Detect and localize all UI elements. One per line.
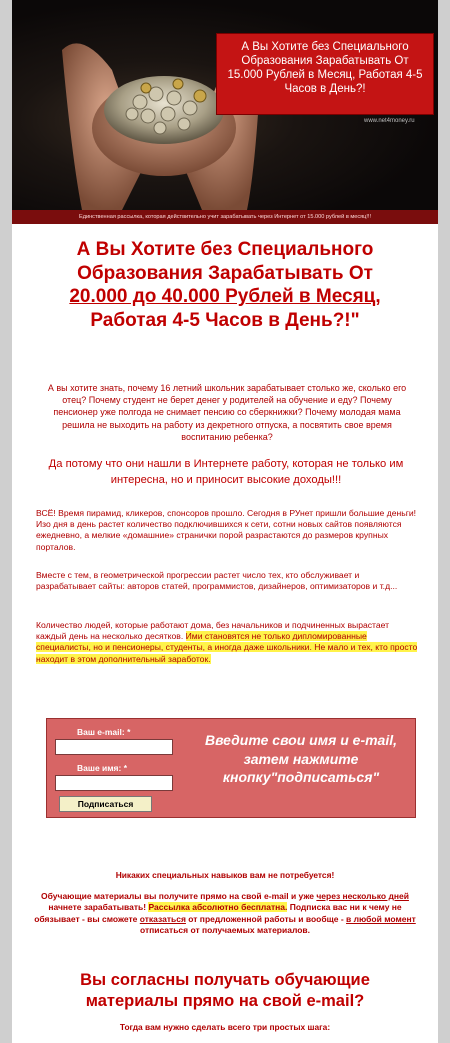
- materials-text-few-days: через несколько дней: [316, 891, 409, 901]
- materials-text-refuse: отказаться: [139, 913, 186, 924]
- main-headline: [12, 238, 438, 332]
- banner-site-url: www.net4money.ru: [364, 118, 415, 124]
- materials-text-5: отписаться от получаемых материалов.: [139, 925, 311, 936]
- headline-line-1: А Вы Хотите без Специального: [76, 239, 374, 260]
- banner-headline-box: А Вы Хотите без Специального Образования Зарабатывать От 15.000 Рублей в Месяц, Работая 4-5 Часов в День?!: [216, 33, 434, 115]
- three-steps-text: Тогда вам нужно сделать всего три простых шага:: [119, 1022, 331, 1032]
- paragraph-home-workers-text: Количество людей, которые работают дома, без начальников и подчиненных вырастает каждый день на несколько десятков.: [36, 620, 390, 642]
- agree-question-heading: [12, 970, 438, 1012]
- materials-text-1: Обучающие материалы вы получите прямо на свой e-mail и уже: [41, 891, 317, 901]
- email-label: Ваш e-mail: *: [77, 727, 131, 737]
- materials-text-3: Подписка вас ни к чему не обязывает - вы сможете: [34, 902, 402, 924]
- no-skills-notice: Никаких специальных навыков вам не потребуется!: [115, 870, 335, 880]
- question-line-2: материалы прямо на свой e-mail?: [85, 992, 365, 1010]
- header-banner: [12, 0, 438, 220]
- name-label: Ваше имя: *: [77, 763, 128, 773]
- question-line-1: Вы согласны получать обучающие: [80, 971, 370, 989]
- headline-line-4: Работая 4-5 Часов в День?!": [90, 309, 360, 331]
- paragraph-no-pyramids: ВСЁ! Время пирамид, кликеров, спонсоров прошло. Сегодня в РУнет пришли большие деньги! Изо дня в день растет количество подключившихся к сети, сотни новых сайтов появляются ежедневно, а мелкие «домашние» странички порой разрастаются до размеров крупных порталов.: [36, 508, 417, 552]
- headline-line-3: 20.000 до 40.000 Рублей в Месяц,: [69, 286, 381, 307]
- paragraph-home-workers: [36, 620, 420, 665]
- materials-text-2: начнете зарабатывать!: [48, 902, 149, 913]
- name-field[interactable]: [55, 775, 173, 791]
- materials-text-free: Рассылка абсолютно бесплатна.: [148, 902, 288, 913]
- banner-tagline-strip: Единственная рассылка, которая действительно учит зарабатывать через Интернет от 15.000 рублей в месяц!!!: [12, 210, 438, 224]
- answer-statement: Да потому что они нашли в Интернете работу, которая не только им интересна, но и приносит высокие доходы!!!: [48, 458, 404, 487]
- page: [12, 0, 438, 1043]
- headline-line-2: Образования Зарабатывать От: [77, 262, 373, 284]
- paragraph-growth: Вместе с тем, в геометрической прогрессии растет число тех, кто обслуживает и разрабатывает сайты: авторов статей, программистов, дизайнеров, оптимизаторов и т.д...: [36, 570, 398, 592]
- intro-questions: А вы хотите знать, почему 16 летний школьник зарабатывает столько же, сколько его отец? Почему студент не берет денег у родителей на обучение и еду? Почему пенсионер уже полгода не снимает пенсию со сберкнижки? Почему молодая мама решила не выходить на работу из декретного отпуска, а посвятить свое время воспитанию ребенка?: [47, 383, 407, 442]
- materials-paragraph: [32, 891, 418, 937]
- materials-text-any-moment: в любой момент: [346, 913, 416, 924]
- subscribe-button[interactable]: Подписаться: [59, 796, 152, 812]
- materials-text-4: от предложенной работы и вообще -: [185, 913, 347, 924]
- form-instructions: Введите свои имя и e-mail, затем нажмите кнопку"подписаться": [204, 732, 398, 785]
- highlighted-text: Ими становятся не только дипломированные специалисты, но и пенсионеры, студенты, а иногда даже школьники. Не мало и тех, кто просто находит в этом дополнительный заработок.: [36, 631, 418, 664]
- subscribe-form: [46, 718, 416, 818]
- email-field[interactable]: [55, 739, 173, 755]
